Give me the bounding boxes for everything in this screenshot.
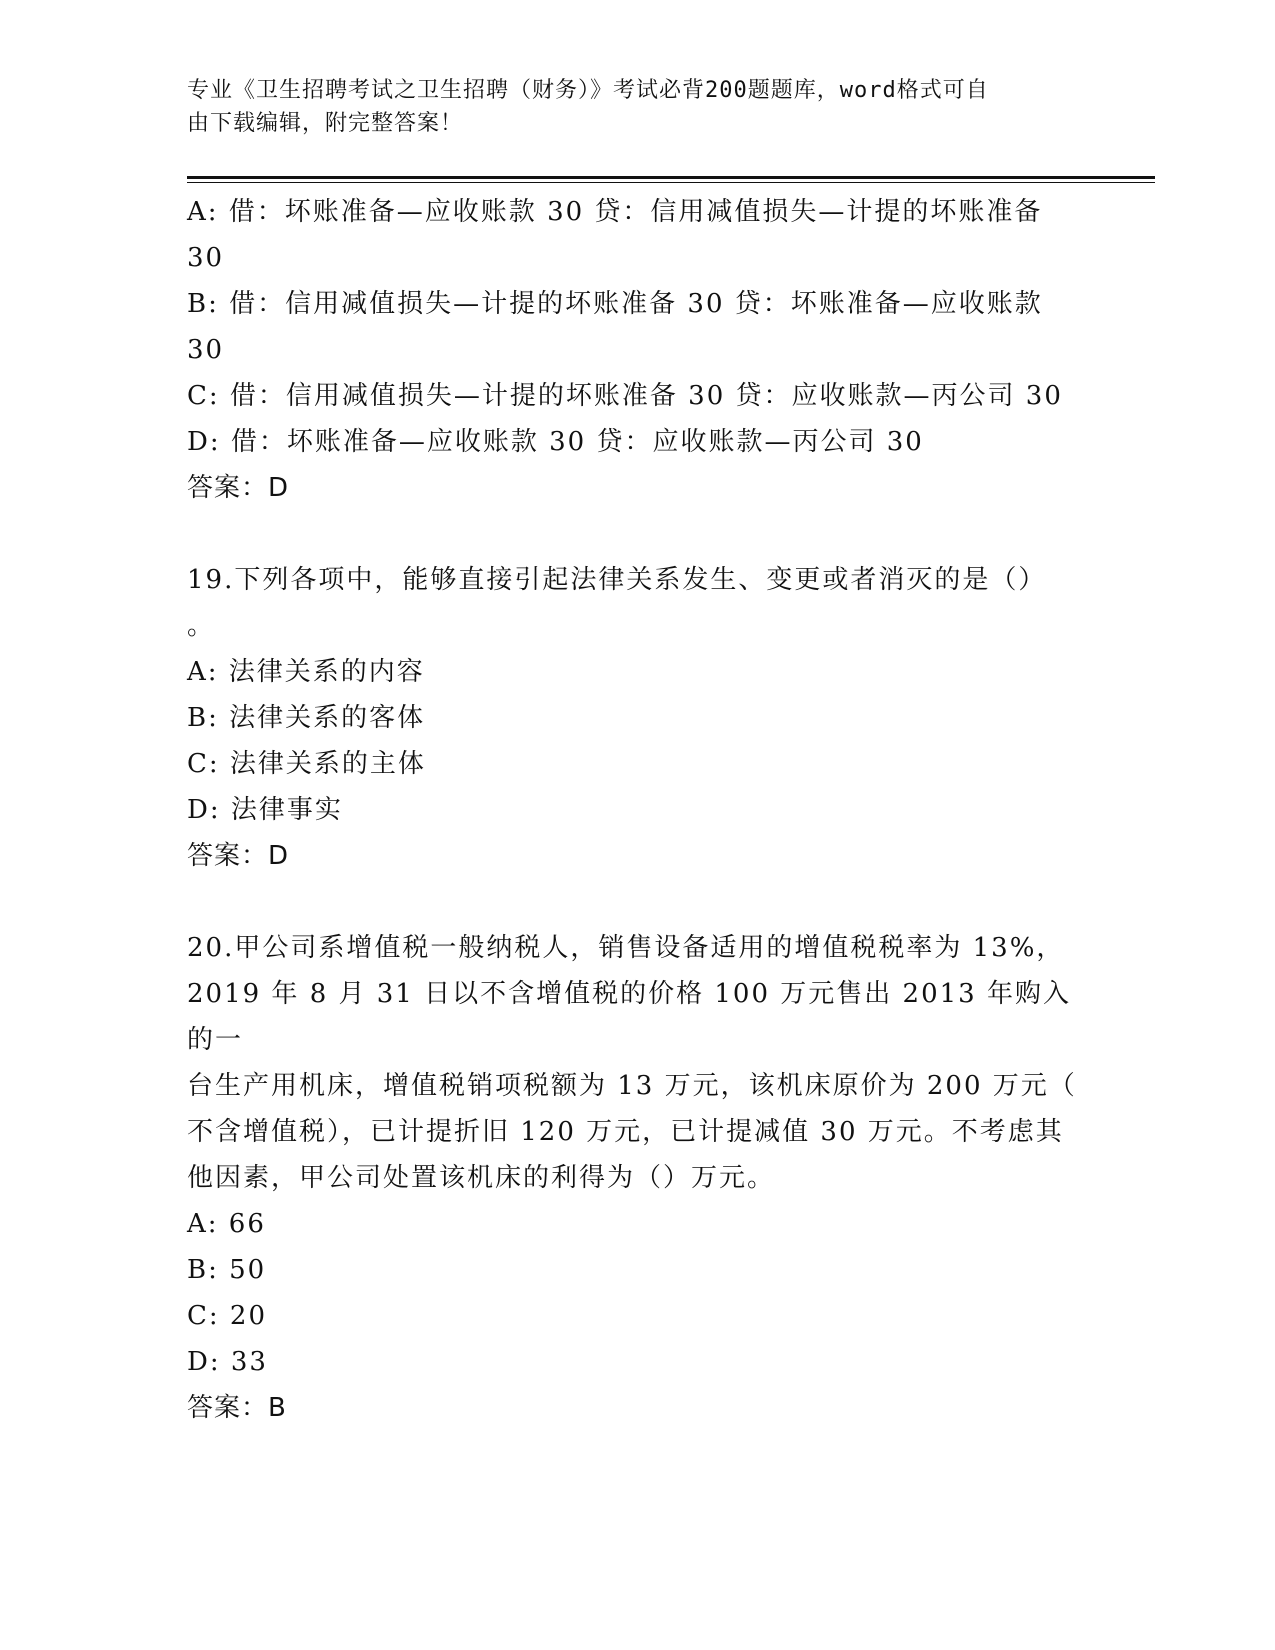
question-stem-line: 台生产用机床，增值税销项税额为 13 万元，该机床原价为 200 万元（ bbox=[187, 1071, 1077, 1101]
option-d: D: 33 bbox=[187, 1347, 268, 1377]
header-line-1: 专业《卫生招聘考试之卫生招聘（财务）》考试必背200题题库，word格式可自 bbox=[187, 78, 989, 103]
question-stem-line: 不含增值税），已计提折旧 120 万元，已计提减值 30 万元。不考虑其 bbox=[187, 1117, 1064, 1147]
header-line-2: 由下载编辑，附完整答案！ bbox=[187, 111, 464, 136]
option-a: A: 66 bbox=[187, 1209, 266, 1239]
option-d: D: 法律事实 bbox=[187, 795, 343, 825]
option-a-line-2: 30 bbox=[187, 243, 225, 273]
question-19 bbox=[187, 557, 1077, 879]
document-body bbox=[187, 189, 1077, 1431]
question-20 bbox=[187, 925, 1077, 1431]
document-header bbox=[187, 74, 1077, 140]
option-b: B: 法律关系的客体 bbox=[187, 703, 426, 733]
option-b-line-1: B: 借：信用减值损失—计提的坏账准备 30 贷：坏账准备—应收账款 bbox=[187, 289, 1043, 319]
option-b: B: 50 bbox=[187, 1255, 267, 1285]
answer: 答案：B bbox=[187, 1393, 287, 1423]
header-rule-thick bbox=[187, 176, 1155, 179]
header-rule-thin bbox=[187, 182, 1155, 183]
option-c: C: 20 bbox=[187, 1301, 268, 1331]
option-c: C: 法律关系的主体 bbox=[187, 749, 426, 779]
answer: 答案：D bbox=[187, 841, 290, 871]
option-d: D: 借：坏账准备—应收账款 30 贷：应收账款—丙公司 30 bbox=[187, 427, 924, 457]
option-a-line-1: A: 借：坏账准备—应收账款 30 贷：信用减值损失—计提的坏账准备 bbox=[187, 197, 1043, 227]
question-stem-line: 2019 年 8 月 31 日以不含增值税的价格 100 万元售出 2013 年购入的一 bbox=[187, 979, 1071, 1055]
option-b-line-2: 30 bbox=[187, 335, 225, 365]
question-stem-line: 19.下列各项中，能够直接引起法律关系发生、变更或者消灭的是（） bbox=[187, 565, 1047, 595]
question-stem-line: 。 bbox=[187, 611, 216, 641]
option-c: C: 借：信用减值损失—计提的坏账准备 30 贷：应收账款—丙公司 30 bbox=[187, 381, 1063, 411]
question-stem-line: 20.甲公司系增值税一般纳税人，销售设备适用的增值税税率为 13%， bbox=[187, 933, 1065, 963]
question-18-continued bbox=[187, 189, 1077, 511]
option-a: A: 法律关系的内容 bbox=[187, 657, 425, 687]
question-stem-line: 他因素，甲公司处置该机床的利得为（）万元。 bbox=[187, 1163, 776, 1193]
answer: 答案：D bbox=[187, 473, 290, 503]
